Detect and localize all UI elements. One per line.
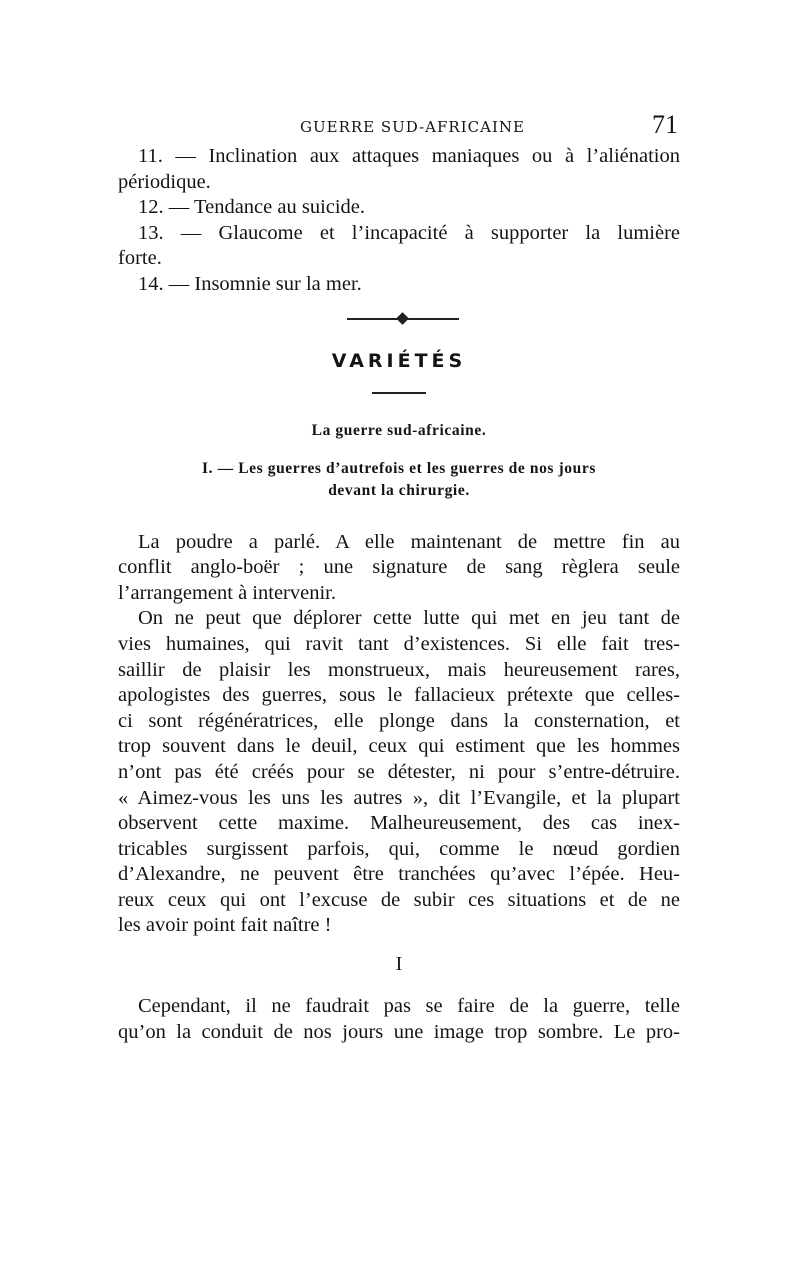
page-number: 71 [652,110,678,139]
body-text [118,530,680,1046]
paragraph-2-line: ci sont régénératrices, elle plonge dans la consternation, et [118,709,680,732]
paragraph-2-line: trop souvent dans le deuil, ceux qui estiment que les hommes [118,735,680,758]
paragraph-2-line: d’Alexandre, ne peuvent être tranchées qu’avec l’épée. Heu- [118,863,680,886]
section-title: VARIÉTÉS [331,349,467,372]
paragraph-1-line: La poudre a parlé. A elle maintenant de mettre fin au [138,530,680,553]
paragraph-1-line: conflit anglo-boër ; une signature de sang règlera seule [118,556,680,579]
chapter-heading-line-1: I. — Les guerres d’autrefois et les guerres de nos jours [202,459,596,477]
paragraph-3-line: Cependant, il ne faudrait pas se faire de la guerre, telle [138,995,680,1018]
list-item-11-line-1: 11. — Inclination aux attaques maniaques ou à l’aliénation [138,145,680,167]
paragraph-2-line: vies humaines, qui ravit tant d’existences. Si elle fait tres- [118,632,680,655]
paragraph-2-line: les avoir point fait naître ! [118,914,332,937]
title-underline [372,392,426,394]
list-item-11-line-2: périodique. [118,170,211,193]
paragraph-2-line: « Aimez-vous les uns les autres », dit l’Evangile, et la plupart [118,786,680,809]
paragraph-2-line: apologistes des guerres, sous le fallacieux prétexte que celles- [118,684,680,707]
numbered-list [118,144,680,298]
chapter-heading-line-2: devant la chirurgie. [328,481,470,499]
paragraph-2-line: tricables surgissent parfois, qui, comme le nœud gordien [118,837,680,860]
running-header [118,110,680,144]
diamond-icon [396,312,409,325]
section-subtitle: La guerre sud-africaine. [311,421,487,439]
paragraph-3-line: qu’on la conduit de nos jours une image trop sombre. Le pro- [118,1020,680,1043]
paragraph-2-line: observent cette maxime. Malheureusement, des cas inex- [118,812,680,835]
paragraph-1-line: l’arrangement à intervenir. [118,581,336,604]
list-item-14: 14. — Insomnie sur la mer. [138,272,362,295]
running-title: GUERRE SUD-AFRICAINE [300,118,525,136]
paragraph-2-line: reux ceux qui ont l’excuse de subir ces situations et de ne [118,888,680,911]
chapter-heading [118,458,680,502]
list-item-12: 12. — Tendance au suicide. [138,196,366,219]
paragraph-2-line: saillir de plaisir les monstrueux, mais heureusement rares, [118,658,680,681]
paragraph-2-line: n’ont pas été créés pour se détester, ni pour s’entre-détruire. [118,760,680,783]
list-item-13-line-2: forte. [118,247,162,270]
paragraph-2-line: On ne peut que déplorer cette lutte qui met en jeu tant de [138,607,680,630]
ornament-divider [118,308,680,328]
section-number: I [395,953,403,976]
book-page [118,110,680,1045]
list-item-13-line-1: 13. — Glaucome et l’incapacité à supporter la lumière [138,221,680,244]
